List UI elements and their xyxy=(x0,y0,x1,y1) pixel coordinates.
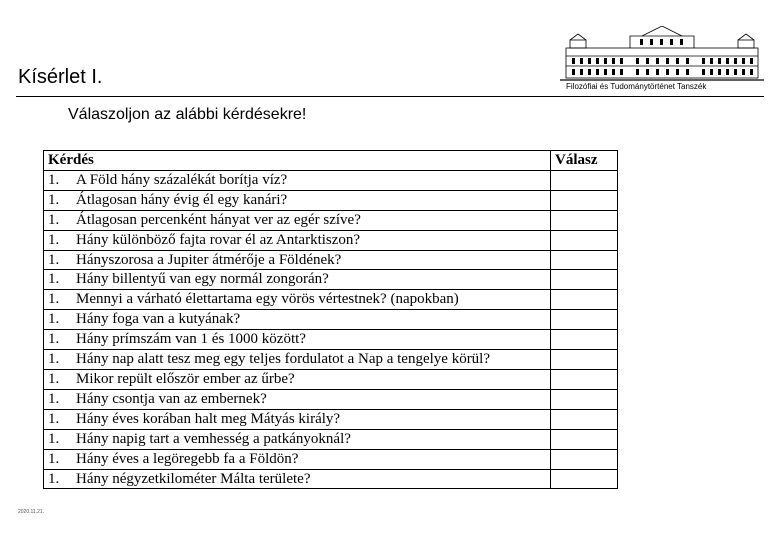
table-row xyxy=(44,429,618,449)
table-row xyxy=(44,250,618,270)
question-text: Hány foga van a kutyának? xyxy=(76,311,241,328)
answer-cell[interactable] xyxy=(551,210,618,230)
answer-cell[interactable] xyxy=(551,310,618,330)
answer-cell[interactable] xyxy=(551,230,618,250)
question-text: Átlagosan percenként hányat ver az egér szíve? xyxy=(76,211,361,228)
table-header-row xyxy=(44,151,618,171)
question-cell xyxy=(44,230,551,250)
table-row xyxy=(44,290,618,310)
question-cell xyxy=(44,469,551,489)
answer-cell[interactable] xyxy=(551,389,618,409)
question-text: Átlagosan hány évig él egy kanári? xyxy=(76,191,288,208)
table-row xyxy=(44,350,618,370)
question-number: 1. xyxy=(48,231,60,248)
question-text: A Föld hány százalékát borítja víz? xyxy=(76,171,288,188)
answer-cell[interactable] xyxy=(551,250,618,270)
slide-subtitle: Válaszoljon az alábbi kérdésekre! xyxy=(68,106,307,123)
table-row xyxy=(44,210,618,230)
question-text: Hány billentyű van egy normál zongorán? xyxy=(76,271,329,288)
question-cell xyxy=(44,270,551,290)
question-text: Hány négyzetkilométer Málta területe? xyxy=(76,470,311,487)
table-row xyxy=(44,330,618,350)
answer-cell[interactable] xyxy=(551,290,618,310)
answer-cell[interactable] xyxy=(551,369,618,389)
question-text: Hány prímszám van 1 és 1000 között? xyxy=(76,331,306,348)
question-cell xyxy=(44,409,551,429)
answer-cell[interactable] xyxy=(551,429,618,449)
question-text: Mennyi a várható élettartama egy vörös vértestnek? (napokban) xyxy=(76,291,459,308)
question-cell xyxy=(44,369,551,389)
question-text: Hány különböző fajta rovar él az Antarktiszon? xyxy=(76,231,361,248)
question-cell xyxy=(44,190,551,210)
answer-cell[interactable] xyxy=(551,409,618,429)
title-divider xyxy=(16,96,764,97)
answer-cell[interactable] xyxy=(551,469,618,489)
table-row xyxy=(44,310,618,330)
question-number: 1. xyxy=(48,251,60,268)
question-number: 1. xyxy=(48,351,60,368)
table-row xyxy=(44,270,618,290)
quiz-table xyxy=(43,150,618,489)
question-text: Hány csontja van az embernek? xyxy=(76,390,267,407)
question-number: 1. xyxy=(48,291,60,308)
question-cell xyxy=(44,449,551,469)
question-number: 1. xyxy=(48,171,60,188)
question-text: Hány éves korában halt meg Mátyás király? xyxy=(76,410,341,427)
table-row xyxy=(44,230,618,250)
question-cell xyxy=(44,170,551,190)
answer-cell[interactable] xyxy=(551,170,618,190)
question-number: 1. xyxy=(48,331,60,348)
header-answer: Válasz xyxy=(551,151,618,171)
question-text: Hány napig tart a vemhesség a patkányoknál? xyxy=(76,430,351,447)
question-number: 1. xyxy=(48,271,60,288)
table-row xyxy=(44,469,618,489)
question-number: 1. xyxy=(48,390,60,407)
question-cell xyxy=(44,330,551,350)
answer-cell[interactable] xyxy=(551,449,618,469)
question-number: 1. xyxy=(48,470,60,487)
question-number: 1. xyxy=(48,370,60,387)
question-cell xyxy=(44,250,551,270)
table-row xyxy=(44,449,618,469)
question-text: Hány nap alatt tesz meg egy teljes fordulatot a Nap a tengelye körül? xyxy=(76,351,491,368)
question-cell xyxy=(44,389,551,409)
logo-caption: Filozófiai és Tudománytörténet Tanszék xyxy=(566,82,707,91)
answer-cell[interactable] xyxy=(551,190,618,210)
question-text: Hány éves a legöregebb fa a Földön? xyxy=(76,450,299,467)
question-cell xyxy=(44,210,551,230)
question-number: 1. xyxy=(48,211,60,228)
footer-date: 2020.11.21. xyxy=(18,509,45,515)
answer-cell[interactable] xyxy=(551,330,618,350)
question-cell xyxy=(44,429,551,449)
answer-cell[interactable] xyxy=(551,350,618,370)
question-number: 1. xyxy=(48,450,60,467)
question-cell xyxy=(44,290,551,310)
table-row xyxy=(44,190,618,210)
table-row xyxy=(44,409,618,429)
question-cell xyxy=(44,310,551,330)
question-cell xyxy=(44,350,551,370)
table-row xyxy=(44,170,618,190)
question-text: Mikor repült először ember az űrbe? xyxy=(76,370,295,387)
slide-title: Kísérlet I. xyxy=(18,66,103,88)
question-number: 1. xyxy=(48,191,60,208)
table-row xyxy=(44,369,618,389)
question-text: Hányszorosa a Jupiter átmérője a Földének? xyxy=(76,251,342,268)
question-number: 1. xyxy=(48,410,60,427)
header-question: Kérdés xyxy=(44,151,551,171)
question-number: 1. xyxy=(48,430,60,447)
table-row xyxy=(44,389,618,409)
answer-cell[interactable] xyxy=(551,270,618,290)
question-number: 1. xyxy=(48,311,60,328)
